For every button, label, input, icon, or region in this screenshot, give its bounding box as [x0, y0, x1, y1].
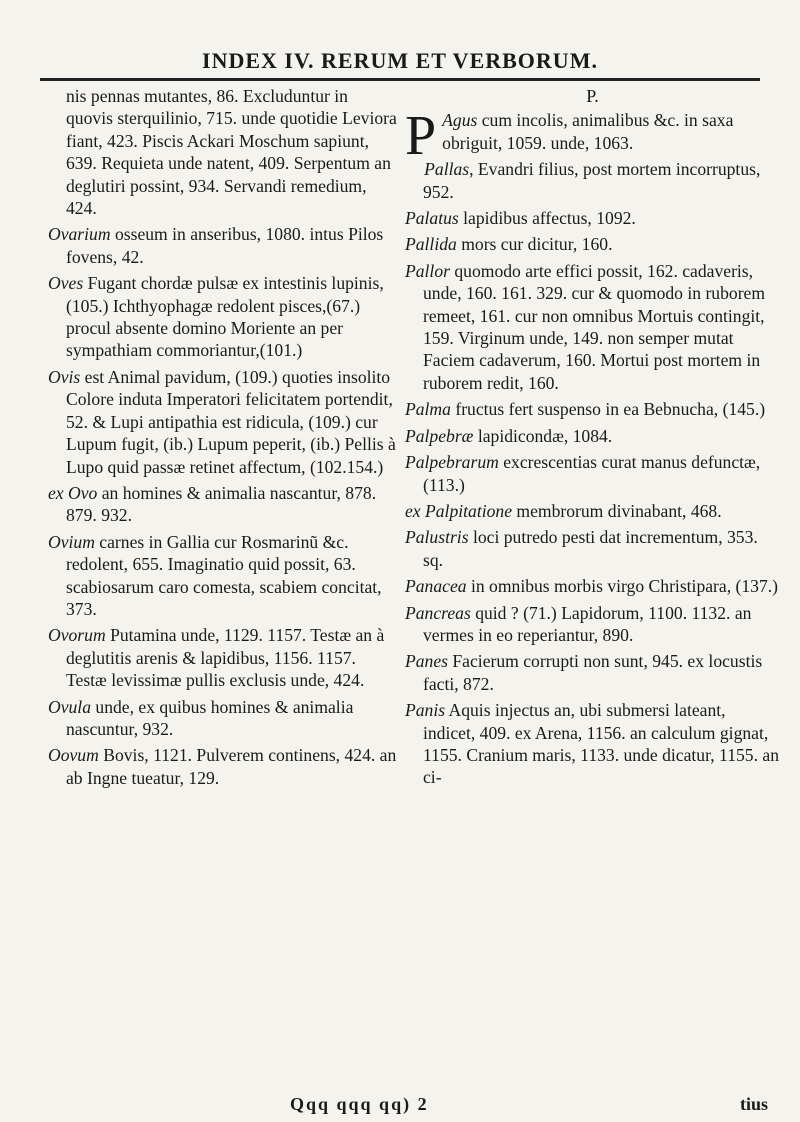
index-entry: [48, 272, 398, 362]
drop-cap: P: [405, 105, 437, 168]
index-entry: [405, 526, 780, 571]
index-entry: [405, 158, 780, 203]
entry-headword: Palma: [405, 399, 451, 420]
index-entry: [48, 223, 398, 268]
index-entry: [48, 366, 398, 478]
index-entry: [405, 699, 780, 789]
entry-headword: Panis: [405, 700, 446, 721]
entry-text: lapidicondæ, 1084.: [473, 425, 613, 446]
index-entry: [405, 207, 780, 229]
entry-text: quid ? (71.) Lapidorum, 1100. 1132. an vermes in eo reperiantur, 890.: [423, 602, 752, 645]
entry-text: Bovis, 1121. Pulverem continens, 424. an ab Ingne tueatur, 129.: [66, 745, 397, 788]
index-entry: [48, 624, 398, 691]
entry-text: est Animal pavidum, (109.) quoties insolito Colore induta Imperatori felicitatem portendit, 52. & Lupi antipathia est ridicula, (109.) cur Lupum fugit, (ib.) Lupum peperit, (ib.) Pellis à Lupo quid passæ retinet affectum, (102.154.): [66, 366, 396, 477]
entry-text: mors cur dicitur, 160.: [456, 234, 613, 255]
entry-text: osseum in anseribus, 1080. intus Pilos fovens, 42.: [66, 224, 384, 267]
index-entry: [48, 531, 398, 621]
index-entry: [405, 602, 780, 647]
index-entry: [405, 650, 780, 695]
index-entry: [48, 696, 398, 741]
signature-mark: Qqq qqq qq) 2: [290, 1094, 429, 1114]
index-entry: [405, 260, 780, 394]
entry-text: lapidibus affectus, 1092.: [458, 208, 636, 229]
entry-text: in omnibus morbis virgo Christipara, (137.): [466, 576, 779, 597]
entry-headword: Oves: [48, 273, 84, 294]
entry-headword: Pallida: [405, 234, 457, 255]
entry-headword: Ovorum: [48, 625, 106, 646]
entry-text: Aquis injectus an, ubi submersi lateant, indicet, 409. ex Arena, 1156. an calculum gignat, 1155. Cranium maris, 1133. unde dicatur, 1155. an ci-: [423, 700, 779, 788]
index-entry: [405, 105, 780, 168]
entry-headword: Panacea: [405, 576, 467, 597]
entry-text: fructus fert suspenso in ea Bebnucha, (145.): [450, 399, 766, 420]
entry-text: excrescentias curat manus defunctæ, (113.): [423, 452, 761, 495]
index-entry: [405, 233, 780, 255]
index-entry: [48, 85, 398, 219]
entry-headword: Ovula: [48, 696, 91, 717]
entry-text: nis pennas mutantes, 86. Excluduntur in quovis sterquilinio, 715. unde quotidie Leviora fiant, 423. Piscis Ackari Moschum sapiunt, 639. Requieta unde natent, 409. Serpentum an deglutiri possint, 934. Servandi remedium, 424.: [66, 86, 397, 219]
entry-text: loci putredo pesti dat incrementum, 353. sq.: [423, 527, 758, 570]
entry-headword: Pallas: [424, 159, 470, 180]
entry-headword: Palatus: [405, 208, 459, 229]
entry-headword: Pancreas: [405, 602, 471, 623]
entry-headword: Ovarium: [48, 224, 111, 245]
entry-text: unde, ex quibus homines & animalia nascuntur, 932.: [66, 696, 354, 739]
entry-headword: Palpebræ: [405, 425, 474, 446]
entry-headword: Palpebrarum: [405, 452, 499, 473]
entry-text: Putamina unde, 1129. 1157. Testæ an à deglutitis arenis & lapidibus, 1156. 1157. Testæ levissimæ pullis exclusis unde, 424.: [66, 625, 385, 691]
entry-text: an homines & animalia nascantur, 878. 879. 932.: [66, 482, 377, 526]
right-column: [405, 85, 780, 793]
entry-text: Facierum corrupti non sunt, 945. ex locustis facti, 872.: [423, 651, 763, 694]
entry-headword: Ovium: [48, 531, 95, 552]
entry-text: , Evandri filius, post mortem incorruptus, 952.: [423, 159, 761, 202]
index-entry: [48, 482, 398, 527]
header-rule: [40, 78, 760, 81]
index-entry: [405, 575, 780, 597]
entry-headword: Panes: [405, 651, 448, 672]
entry-headword: Pallor: [405, 260, 450, 281]
entry-headword: Ovis: [48, 366, 81, 387]
section-letter: P.: [586, 86, 599, 106]
left-column: [48, 85, 398, 793]
index-entry: [405, 425, 780, 447]
entry-text: quomodo arte effici possit, 162. cadaveris, unde, 160. 161. 329. cur & quomodo in ruborem remeet, 161. cur non omnibus Mortuis contingit, 159. Virginum unde, 149. non semper mutat Faciem cadaverum, 160. Mortui post mortem in ruborem redit, 160.: [423, 260, 766, 393]
index-entry: [405, 500, 780, 522]
index-entry: [405, 451, 780, 496]
page-title: INDEX IV. RERUM ET VERBORUM.: [202, 48, 598, 73]
entry-headword: Palustris: [405, 527, 469, 548]
entry-text: membrorum divinabant, 468.: [512, 500, 722, 521]
entry-headword: Agus: [442, 110, 478, 131]
index-entry: [405, 398, 780, 420]
entry-headword: ex Palpitatione: [405, 500, 512, 521]
index-entry: [48, 744, 398, 789]
entry-text: Fugant chordæ pulsæ ex intestinis lupinis, (105.) Ichthyophagæ redolent pisces,(67.) procul absente domino Moriente an per sympathiam commoriantur,(101.): [66, 273, 384, 361]
entry-headword: Oovum: [48, 745, 99, 766]
entry-headword: ex Ovo: [48, 482, 98, 503]
entry-text: carnes in Gallia cur Rosmarinũ &c. redolent, 655. Imaginatio quid possit, 63. scabiosarum caro comesta, scabiem concitat, 373.: [66, 531, 382, 619]
entry-text: cum incolis, animalibus &c. in saxa obriguit, 1059. unde, 1063.: [442, 110, 734, 153]
catchword: tius: [740, 1094, 769, 1114]
